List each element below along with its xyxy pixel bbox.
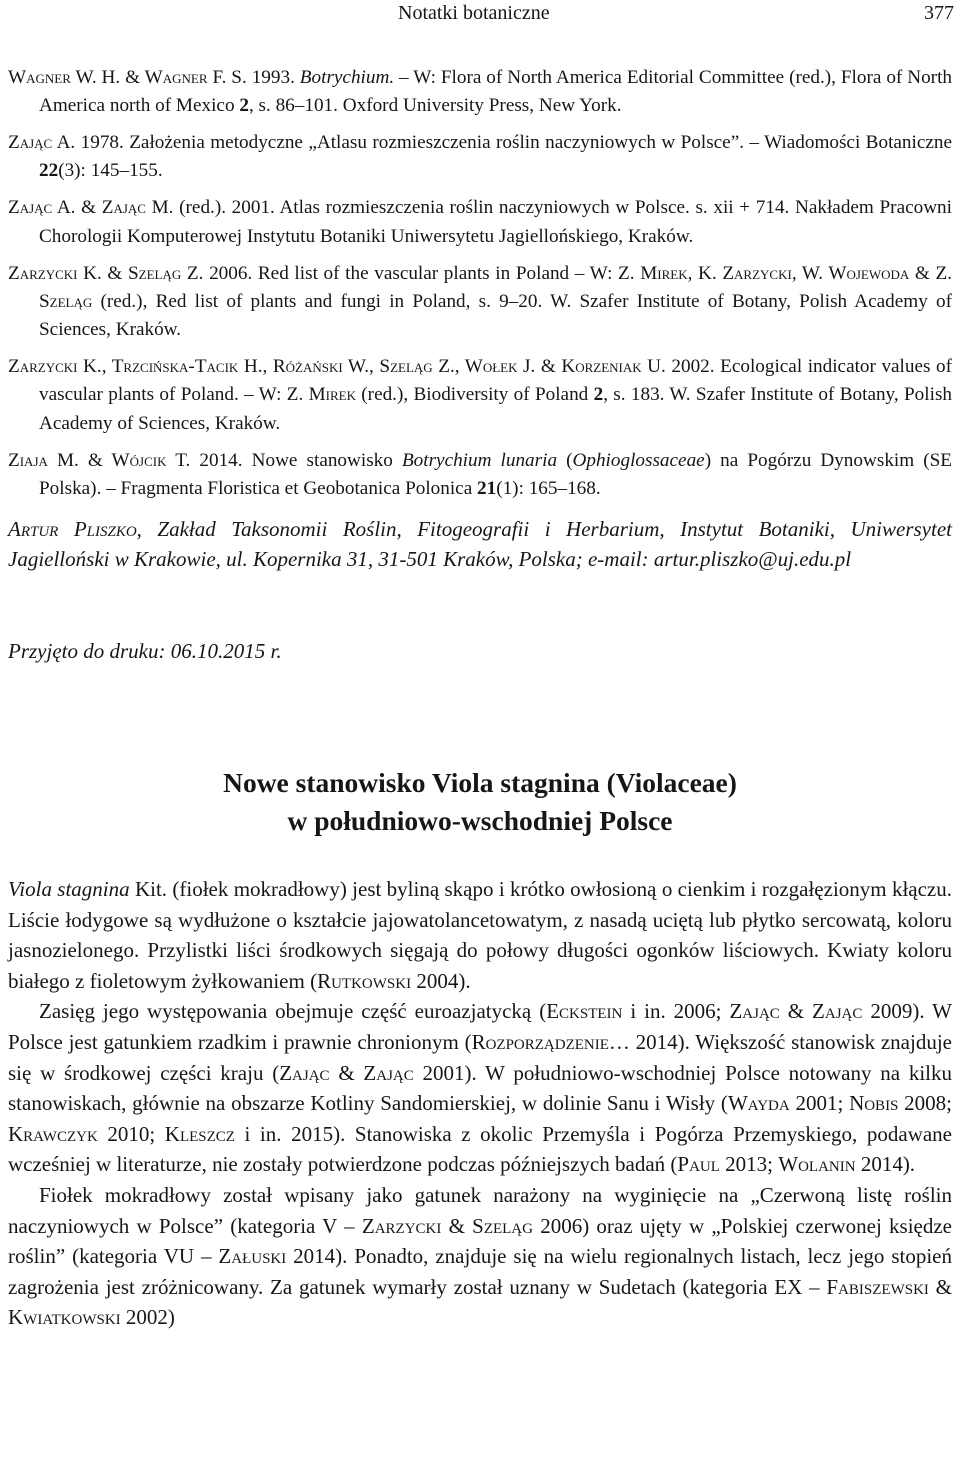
author-citation: Krawczyk [8, 1121, 98, 1146]
text-run: ( [557, 449, 573, 471]
article-title [0, 764, 960, 840]
author-citation: Z. Mirek [286, 384, 356, 406]
text-run: Kit. (fiołek mokradłowy) jest byliną skąpo i krótko owłosioną o cienkim i rozgałęzionym kłączu. Liście łodygowe są wydłużone o kształcie jajowatolancetowatym, z nasadą uciętą lub płytko sercowatą, koloru jasnozielonego. Przylistki liści środkowych sięgają do połowy długości ogonków liściowych. Kwiaty koloru białego z fioletowym żyłkowaniem ( [8, 877, 952, 993]
author-citation: Wayda [727, 1091, 790, 1116]
article-body [8, 874, 952, 1333]
journal-section-title: Notatki botaniczne [398, 2, 550, 24]
running-header [0, 0, 960, 26]
bold-text: 2 [239, 95, 249, 117]
text-run: 2014). [855, 1152, 916, 1177]
text-run: (red.), Red list of plants and fungi in Poland, s. 9–20. W. Szafer Institute of Botany, Polish Academy of Sciences, Kraków. [39, 290, 952, 341]
author-citation: Załuski [218, 1244, 287, 1269]
text-run: – W: Flora of North America Editorial Committee (red.), Flora of North America north of Mexico [39, 67, 952, 117]
reference-entry [8, 353, 952, 438]
text-run: 2008; [898, 1091, 952, 1116]
page-number: 377 [924, 2, 954, 24]
author-citation: Rozporządzenie [471, 1029, 609, 1054]
text-run: (1): 165–168. [496, 477, 601, 499]
text-run: 2013; [719, 1152, 779, 1177]
author-citation: Zarzycki K., Trzcińska-Tacik H., Różański W., Szeląg Z., Wołek J. & Korzeniak U. [8, 356, 666, 378]
text-run: , s. 183. W. Szafer Institute of Botany, Polish Academy of Sciences, Kraków. [39, 384, 952, 434]
bold-text: 22 [39, 160, 59, 182]
text-run: ) na Pogórzu Dynowskim (SE Polska). – Fragmenta Floristica et Geobotanica Polonica [39, 449, 953, 499]
text-run: , s. 86–101. Oxford University Press, New York. [248, 95, 622, 117]
reference-entry [8, 64, 952, 121]
text-run: 2006. Red list of the vascular plants in Poland – W: [203, 262, 619, 284]
text-run: … 2014). Większość stanowisk znajduje się w środkowej części kraju ( [8, 1029, 952, 1085]
text-run: 2002. Ecological indicator values of vascular plants of Poland. – W: [39, 356, 953, 406]
author-citation: Ziaja M. & Wójcik T. [8, 449, 191, 471]
reference-list [8, 64, 952, 512]
italic-text: Botrychium. [299, 67, 395, 88]
reference-entry [8, 194, 952, 251]
article-title-line-2: w południowo-wschodniej Polsce [287, 805, 673, 836]
author-citation: Paul [677, 1152, 720, 1177]
author-citation: Wolanin [778, 1152, 856, 1177]
text-run: i in. 2015). Stanowiska z okolic Przemyśla i Pogórza Przemyskiego, podawane wcześniej w literaturze, nie zostały potwierdzone podczas późniejszych badań ( [8, 1121, 952, 1177]
acceptance-date: Przyjęto do druku: 06.10.2015 r. [8, 639, 282, 663]
text-run: 2014). Ponadto, znajduje się na wielu regionalnych listach, lecz jego stopień zagrożenia jest zróżnicowany. Za gatunek wymarły został uznany w Sudetach (kategoria EX – [8, 1244, 952, 1299]
reference-entry [8, 260, 952, 345]
bold-text: 21 [477, 477, 497, 499]
italic-text: Ophioglossaceae [572, 449, 705, 471]
text-run: 2002) [120, 1305, 175, 1330]
text-run: 1993. [246, 67, 300, 88]
author-citation: Wagner W. H. & Wagner F. S. [8, 67, 247, 88]
author-citation: Kleszcz [164, 1121, 235, 1146]
text-run: (red.). 2001. Atlas rozmieszczenia roślin naczyniowych w Polsce. s. xii + 714. Nakładem Pracowni Chorologii Komputerowej Instytutu Botaniki Uniwersytetu Jagiellońskiego, Kraków. [39, 197, 952, 247]
text-run: (3): 145–155. [58, 160, 163, 182]
author-citation: Zając A. [8, 132, 76, 154]
reference-entry [8, 447, 952, 504]
author-name: Artur Pliszko, [8, 517, 142, 541]
author-citation: Zarzycki & Szeląg [361, 1213, 533, 1238]
body-paragraph [8, 1180, 952, 1333]
text-run: Fiołek mokradłowy został wpisany jako gatunek narażony na wyginięcie na „Czerwoną listę roślin naczyniowych w Polsce” (kategoria V – [8, 1182, 952, 1238]
body-paragraph [8, 996, 952, 1180]
reference-entry [8, 129, 952, 186]
author-citation: Rutkowski [317, 968, 412, 993]
author-citation: Zając A. & Zając M. [8, 197, 174, 219]
author-citation: Z. Mirek, K. Zarzycki, W. Wojewoda & Z. Szeląg [39, 262, 953, 312]
italic-text: Viola stagnina [8, 877, 130, 901]
text-run: 2010; [97, 1121, 165, 1146]
author-citation: Zając & Zając [729, 999, 863, 1024]
text-run: 2009). W Polsce jest gatunkiem rzadkim i prawnie chronionym ( [8, 999, 952, 1054]
text-run: 2006) oraz ujęty w „Polskiej czerwonej księdze roślin” (kategoria VU – [8, 1213, 952, 1269]
text-run: Zasięg jego występowania obejmuje część euroazjatycką ( [39, 999, 547, 1024]
article-title-line-1: Nowe stanowisko Viola stagnina (Violaceae) [223, 767, 737, 798]
text-run: 1978. Założenia metodyczne „Atlasu rozmieszczenia roślin naczyniowych w Polsce”. – Wiadomości Botaniczne [75, 132, 952, 154]
text-run: i in. 2006; [622, 999, 730, 1024]
author-address [8, 514, 952, 574]
text-run: (red.), Biodiversity of Poland [355, 384, 594, 406]
author-citation: Zarzycki K. & Szeląg Z. [8, 262, 204, 284]
author-citation: Nobis [849, 1091, 899, 1116]
author-affiliation: Zakład Taksonomii Roślin, Fitogeografii i Herbarium, Instytut Botaniki, Uniwersytet Jagielloński w Krakowie, ul. Kopernika 31, 31-501 Kraków, Polska; e-mail: artur.pliszko@uj.edu.pl [8, 517, 952, 571]
text-run: 2014. Nowe stanowisko [190, 449, 402, 471]
text-run: 2001). W południowo-wschodniej Polsce notowany na kilku stanowiskach, głównie na obszarze Kotliny Sandomierskiej, w dolinie Sanu i Wisły ( [8, 1060, 952, 1116]
bold-text: 2 [593, 384, 604, 406]
author-citation: Fabiszewski & Kwiatkowski [8, 1274, 952, 1330]
author-citation: Zając & Zając [279, 1060, 414, 1085]
text-run: 2004). [411, 968, 471, 993]
body-paragraph [8, 874, 952, 996]
italic-text: Botrychium lunaria [401, 449, 558, 471]
text-run: 2001; [789, 1091, 850, 1116]
author-citation: Eckstein [546, 999, 623, 1024]
